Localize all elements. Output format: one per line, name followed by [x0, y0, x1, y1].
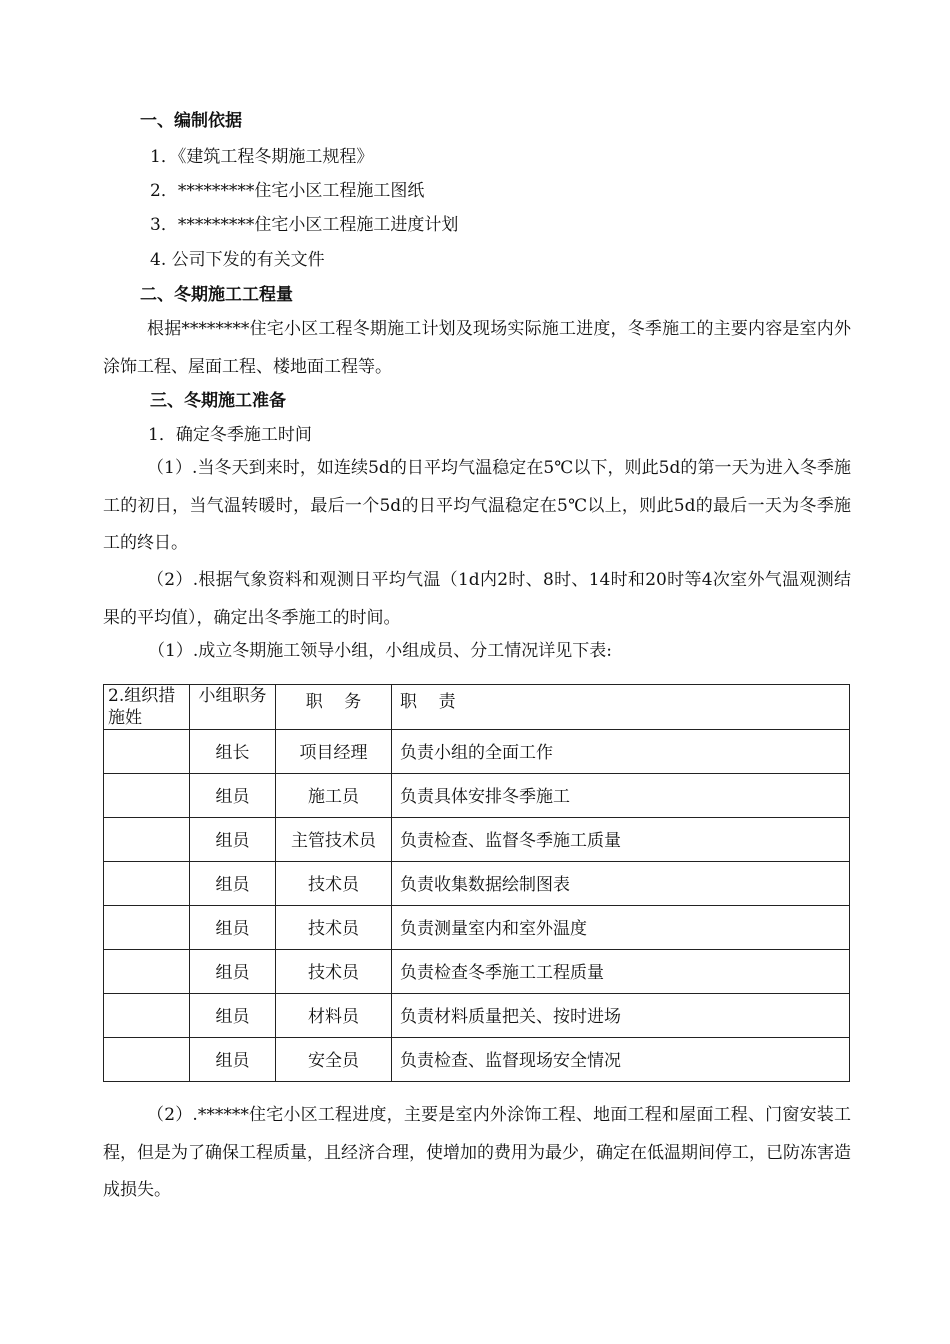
- header-group-role: 小组职务: [190, 685, 276, 730]
- cell-position: 施工员: [276, 774, 392, 818]
- section-3-subheading: 1．确定冬季施工时间: [148, 425, 312, 445]
- cell-group-role: 组员: [190, 906, 276, 950]
- basis-item-1: 1．《建筑工程冬期施工规程》: [150, 147, 374, 167]
- cell-position: 技术员: [276, 906, 392, 950]
- cell-name: [104, 950, 190, 994]
- section-1-heading: 一、编制依据: [140, 111, 242, 131]
- closing-paragraph: （2）.******住宅小区工程进度，主要是室内外涂饰工程、地面工程和屋面工程、门窗安装工程，但是为了确保工程质量，且经济合理，使增加的费用为最少，确定在低温期间停工，已防冻害造成损失。: [103, 1105, 851, 1200]
- cell-position: 技术员: [276, 950, 392, 994]
- table-row: [104, 1038, 850, 1082]
- header-org-measures: 2.组织措施姓: [104, 685, 190, 730]
- table-row: [104, 994, 850, 1038]
- cell-responsibility: 负责检查、监督冬季施工质量: [392, 818, 850, 862]
- table-row: [104, 950, 850, 994]
- cell-responsibility: 负责检查、监督现场安全情况: [392, 1038, 850, 1082]
- cell-group-role: 组员: [190, 994, 276, 1038]
- cell-group-role: 组员: [190, 862, 276, 906]
- cell-position: 主管技术员: [276, 818, 392, 862]
- cell-responsibility: 负责材料质量把关、按时进场: [392, 994, 850, 1038]
- leadership-group-table: [103, 684, 850, 1082]
- basis-item-2: 2．*********住宅小区工程施工图纸: [150, 181, 425, 201]
- table-row: [104, 906, 850, 950]
- cell-position: 材料员: [276, 994, 392, 1038]
- cell-responsibility: 负责收集数据绘制图表: [392, 862, 850, 906]
- cell-group-role: 组员: [190, 818, 276, 862]
- cell-name: [104, 994, 190, 1038]
- table-header-row: [104, 685, 850, 730]
- section-3-paragraph-1: （1）.当冬天到来时，如连续5d的日平均气温稳定在5℃以下，则此5d的第一天为进入冬季施工的初日，当气温转暖时，最后一个5d的日平均气温稳定在5℃以上，则此5d的最后一天为冬季施工的终日。: [103, 458, 851, 553]
- section-3-paragraph-3: （1）.成立冬期施工领导小组，小组成员、分工情况详见下表:: [148, 641, 612, 661]
- cell-group-role: 组员: [190, 1038, 276, 1082]
- cell-name: [104, 774, 190, 818]
- header-responsibility: 职 责: [392, 685, 850, 730]
- section-2-heading: 二、冬期施工工程量: [140, 285, 293, 305]
- cell-group-role: 组员: [190, 950, 276, 994]
- header-position: 职 务: [276, 685, 392, 730]
- section-2-paragraph: 根据********住宅小区工程冬期施工计划及现场实际施工进度，冬季施工的主要内容是室内外涂饰工程、屋面工程、楼地面工程等。: [103, 319, 851, 377]
- cell-group-role: 组长: [190, 730, 276, 774]
- basis-item-4: 4. 公司下发的有关文件: [150, 250, 325, 270]
- cell-responsibility: 负责具体安排冬季施工: [392, 774, 850, 818]
- table-row: [104, 818, 850, 862]
- cell-responsibility: 负责检查冬季施工工程质量: [392, 950, 850, 994]
- cell-name: [104, 730, 190, 774]
- section-3-heading: 三、冬期施工准备: [150, 391, 286, 411]
- cell-position: 技术员: [276, 862, 392, 906]
- basis-item-3: 3．*********住宅小区工程施工进度计划: [150, 215, 459, 235]
- table-row: [104, 774, 850, 818]
- cell-position: 项目经理: [276, 730, 392, 774]
- cell-responsibility: 负责测量室内和室外温度: [392, 906, 850, 950]
- cell-name: [104, 1038, 190, 1082]
- section-3-paragraph-2: （2）.根据气象资料和观测日平均气温（1d内2时、8时、14时和20时等4次室外气温观测结果的平均值），确定出冬季施工的时间。: [103, 570, 851, 628]
- table-row: [104, 730, 850, 774]
- table-row: [104, 862, 850, 906]
- cell-position: 安全员: [276, 1038, 392, 1082]
- cell-name: [104, 818, 190, 862]
- cell-group-role: 组员: [190, 774, 276, 818]
- cell-responsibility: 负责小组的全面工作: [392, 730, 850, 774]
- cell-name: [104, 862, 190, 906]
- cell-name: [104, 906, 190, 950]
